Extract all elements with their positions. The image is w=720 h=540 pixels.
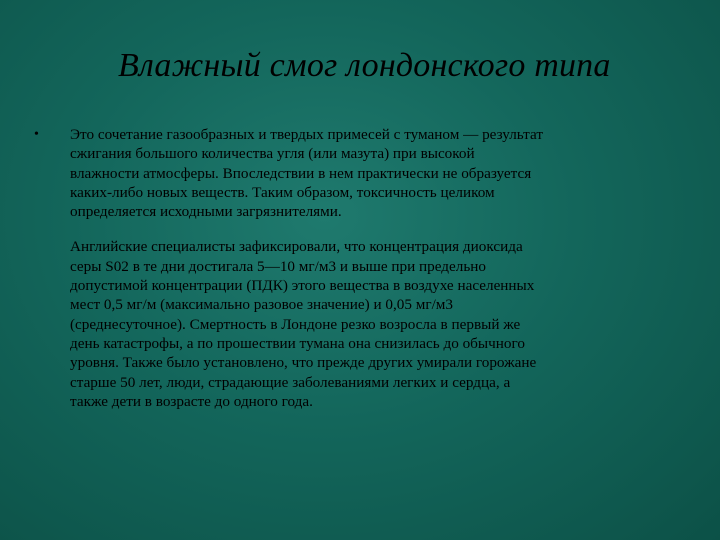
text-line: сжигания большого количества угля (или мазута) при высокой: [70, 145, 475, 163]
text-line: определяется исходными загрязнителями.: [70, 203, 342, 221]
paragraph-definition: [70, 125, 686, 221]
text-line: также дети в возрасте до одного года.: [70, 392, 313, 410]
text-line: старше 50 лет, люди, страдающие заболеваниями легких и сердца, а: [70, 373, 511, 391]
slide-title: Влажный смог лондонского типа: [118, 47, 611, 84]
text-line: день катастрофы, а по прошествии тумана она снизилась до обычного: [70, 334, 525, 352]
bullet-item: [34, 125, 694, 411]
text-line: каких-либо новых веществ. Таким образом, токсичность целиком: [70, 183, 495, 201]
text-line: влажности атмосферы. Впоследствии в нем практически не образуется: [70, 164, 532, 182]
text-line: Английские специалисты зафиксировали, что концентрация диоксида: [70, 238, 523, 256]
text-line: мест 0,5 мг/м (максимально разовое значение) и 0,05 мг/м3: [70, 296, 454, 314]
text-line: Это сочетание газообразных и твердых примесей с туманом — результат: [70, 126, 543, 143]
text-line: допустимой концентрации (ПДК) этого вещества в воздухе населенных: [70, 277, 535, 295]
paragraph-london-data: [70, 237, 686, 411]
text-line: (среднесуточное). Смертность в Лондоне резко возросла в первый же: [70, 315, 521, 333]
text-line: уровня. Также было установлено, что прежде других умирали горожане: [70, 354, 537, 372]
bullet-marker: •: [34, 127, 39, 142]
text-line: серы S02 в те дни достигала 5—10 мг/м3 и выше при предельно: [70, 257, 487, 275]
